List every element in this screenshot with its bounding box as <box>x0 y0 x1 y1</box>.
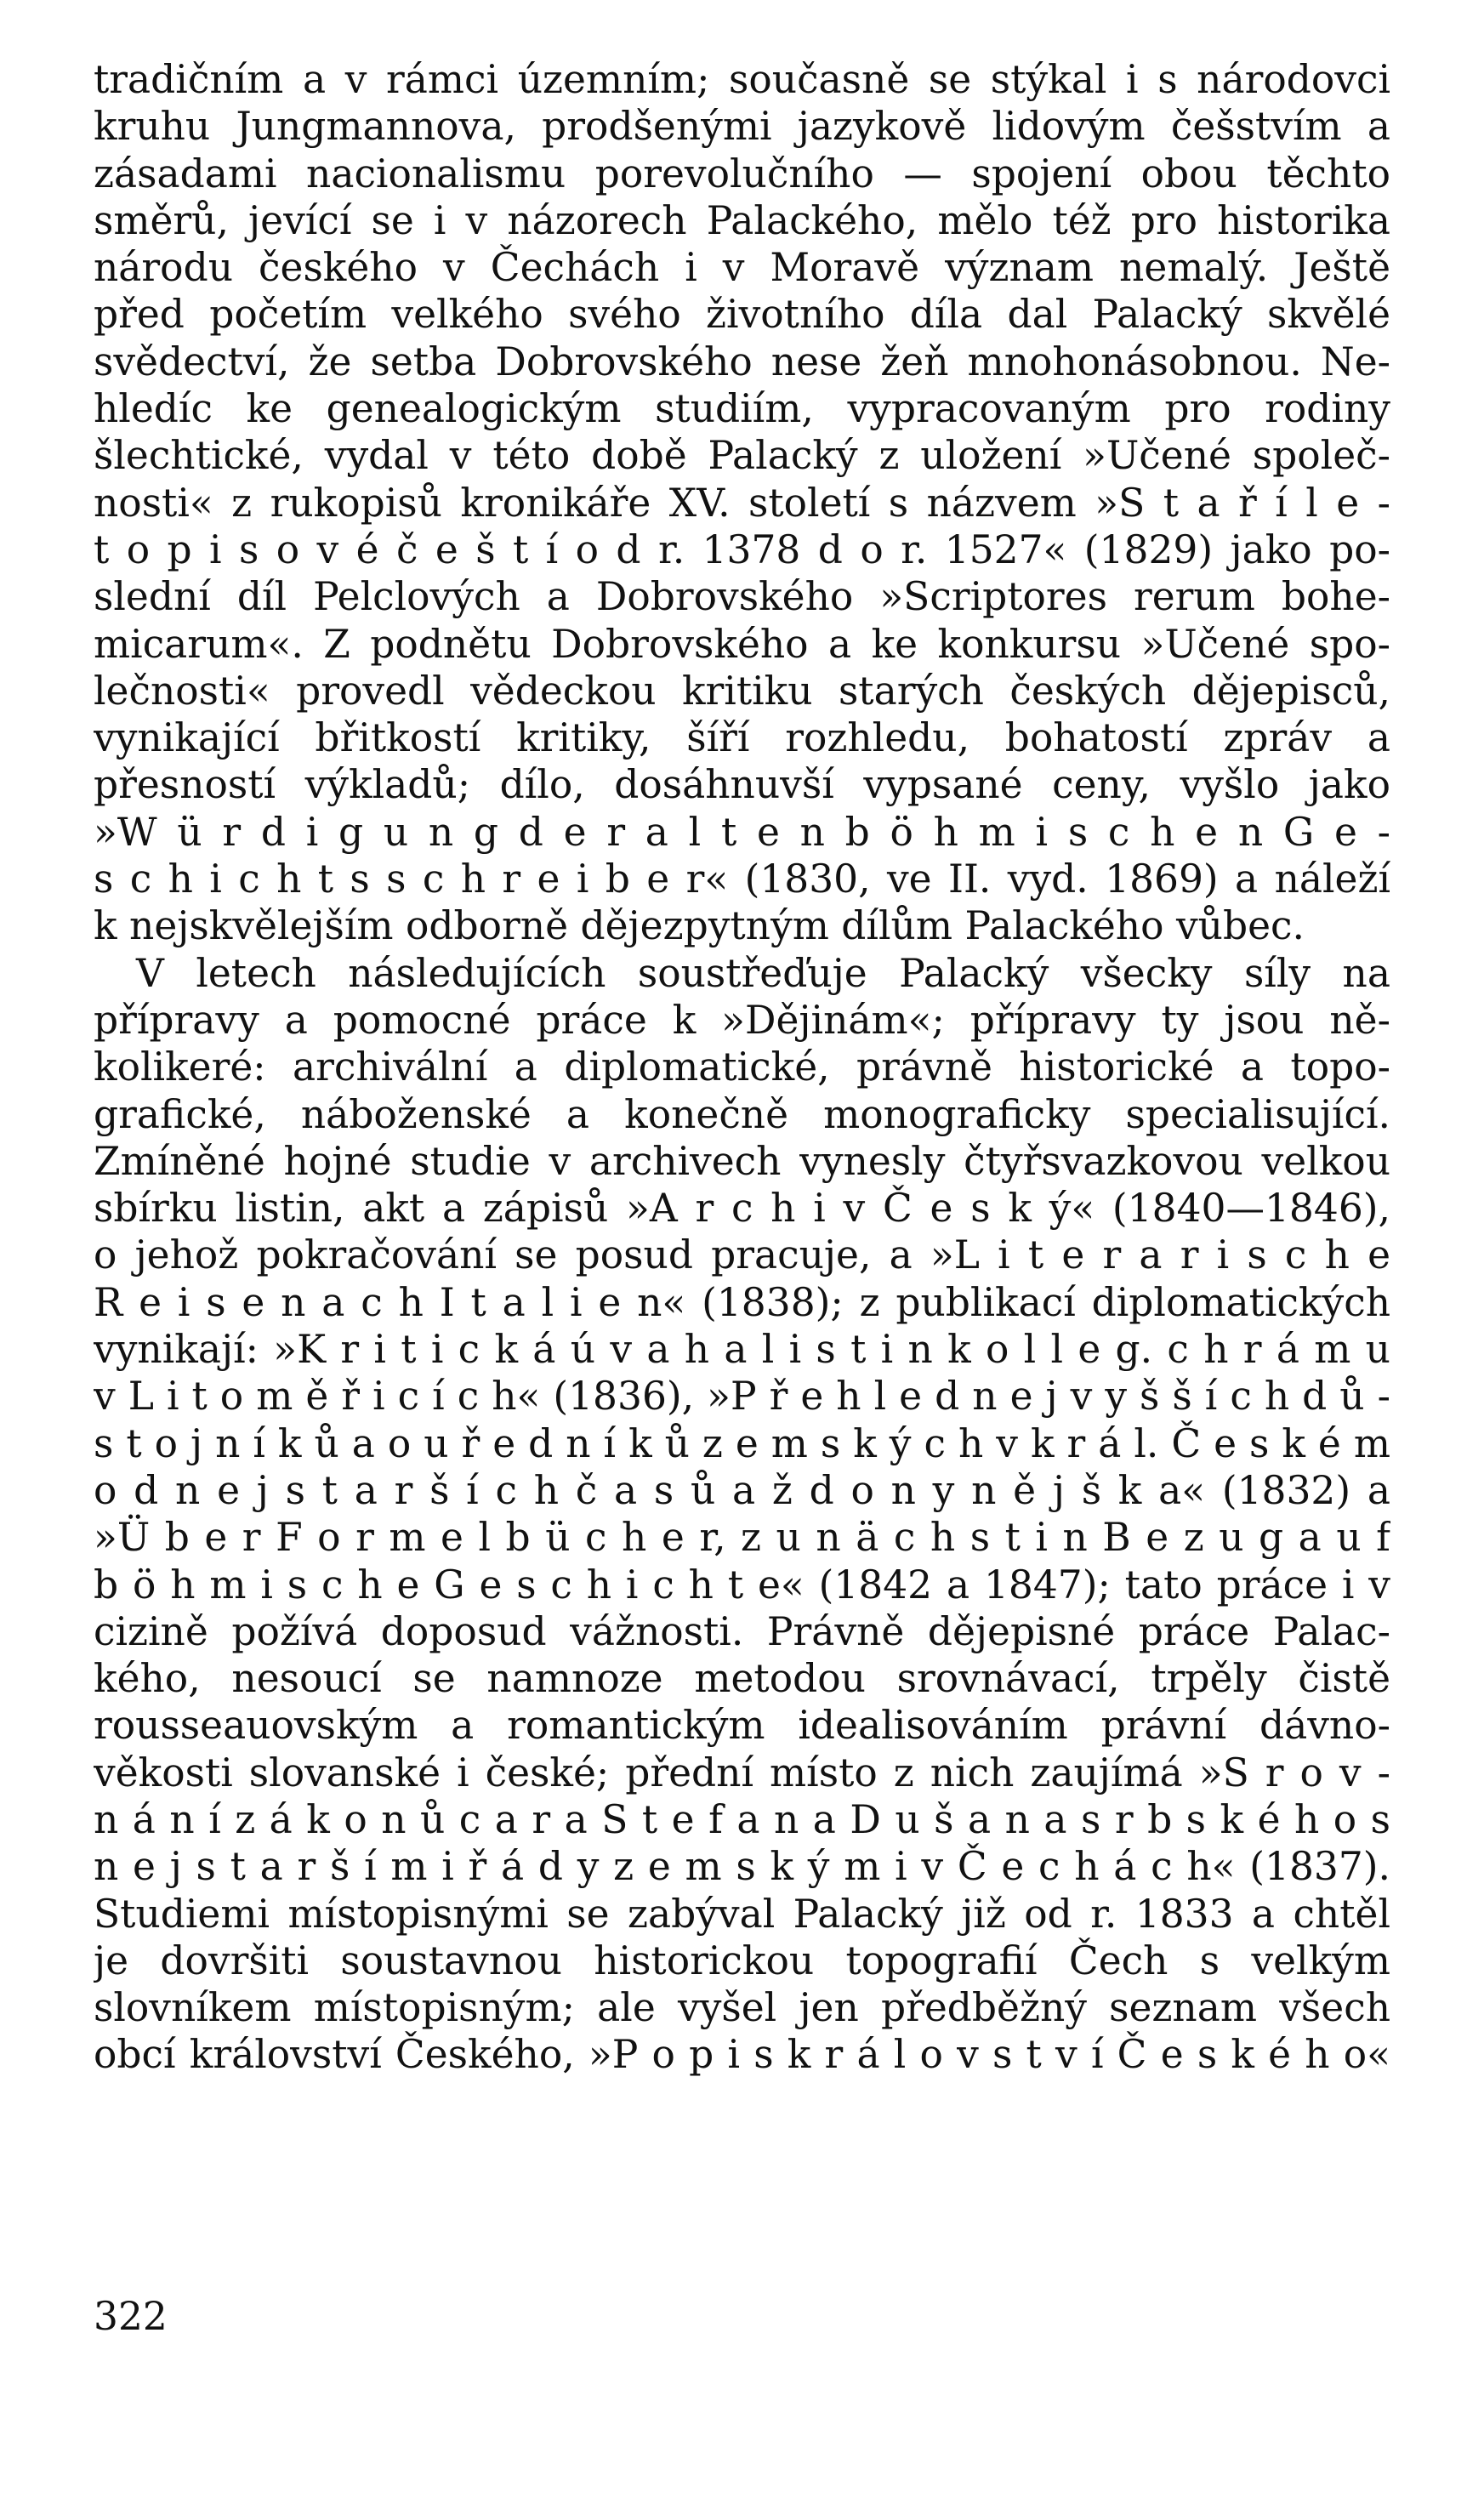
text-line: Studiemi místopisnými se zabýval Palacký již od r. 1833 a chtěl <box>94 1891 1390 1937</box>
text-line: k nejskvělejším odborně dějezpytným dílům Palackého vůbec. <box>94 903 1305 949</box>
text-line: V letech následujících soustřeďuje Palacký všecky síly na <box>136 950 1390 996</box>
text-line: R e i s e n a c h I t a l i e n« (1838); z publikací diplomatických <box>94 1279 1390 1325</box>
text-line: zásadami nacionalismu porevolučního — spojení obou těchto <box>94 151 1390 196</box>
body-text <box>94 56 1390 2079</box>
text-line: cizině požívá doposud vážnosti. Právně dějepisné práce Palac- <box>94 1608 1390 1654</box>
text-line: hledíc ke genealogickým studiím, vypracovaným pro rodiny <box>94 386 1390 432</box>
text-line: slovníkem místopisným; ale vyšel jen předběžný seznam všech <box>94 1985 1390 2031</box>
document-page <box>94 56 1390 2489</box>
text-line: svědectví, že setba Dobrovského nese žeň mnohonásobnou. Ne- <box>94 339 1390 384</box>
text-line: tradičním a v rámci územním; současně se stýkal i s národovci <box>94 57 1390 102</box>
text-line: slední díl Pelclových a Dobrovského »Scriptores rerum bohe- <box>94 574 1390 620</box>
text-line: »Ü b e r F o r m e l b ü c h e r, z u n ä c h s t i n B e z u g a u f <box>94 1515 1390 1561</box>
text-line: v L i t o m ě ř i c í c h« (1836), »P ř e h l e d n e j v y š š í c h d ů - <box>94 1374 1390 1420</box>
text-line: přesností výkladů; dílo, dosáhnuvší vypsané ceny, vyšlo jako <box>94 762 1390 808</box>
text-line: kruhu Jungmannova, prodšenými jazykově lidovým češstvím a <box>94 104 1390 150</box>
text-line: n e j s t a r š í m i ř á d y z e m s k ý m i v Č e c h á c h« (1837). <box>94 1844 1390 1890</box>
text-line: obcí království Českého, »P o p i s k r á l o v s t v í Č e s k é h o« <box>94 2032 1390 2078</box>
text-line: o d n e j s t a r š í c h č a s ů a ž d o n y n ě j š k a« (1832) a <box>94 1467 1390 1513</box>
text-line: b ö h m i s c h e G e s c h i c h t e« (1842 a 1847); tato práce i v <box>94 1562 1390 1607</box>
text-line: národu českého v Čechách i v Moravě význam nemalý. Ještě <box>94 245 1390 291</box>
text-line: nosti« z rukopisů kronikáře XV. století s názvem »S t a ř í l e - <box>94 480 1390 526</box>
text-line: šlechtické, vydal v této době Palacký z uložení »Učené společ- <box>94 433 1390 479</box>
text-line: sbírku listin, akt a zápisů »A r c h i v Č e s k ý« (1840—1846), <box>94 1186 1390 1232</box>
text-line: před početím velkého svého životního díla dal Palacký skvělé <box>94 292 1390 338</box>
text-line: vynikají: »K r i t i c k á ú v a h a l i s t i n k o l l e g. c h r á m u <box>94 1327 1390 1373</box>
text-line: vynikající břitkostí kritiky, šíří rozhledu, bohatostí zpráv a <box>94 715 1390 761</box>
text-line: »W ü r d i g u n g d e r a l t e n b ö h m i s c h e n G e - <box>94 809 1390 855</box>
text-line: t o p i s o v é č e š t í o d r. 1378 d o r. 1527« (1829) jako po- <box>94 526 1390 572</box>
text-line: směrů, jevící se i v názorech Palackého, mělo též pro historika <box>94 197 1390 243</box>
text-line: věkosti slovanské i české; přední místo z nich zaujímá »S r o v - <box>94 1750 1390 1795</box>
text-line: s c h i c h t s s c h r e i b e r« (1830, ve II. vyd. 1869) a náleží <box>94 856 1390 902</box>
text-line: s t o j n í k ů a o u ř e d n í k ů z e m s k ý c h v k r á l. Č e s k é m <box>94 1420 1390 1466</box>
text-line: přípravy a pomocné práce k »Dějinám«; přípravy ty jsou ně- <box>94 997 1390 1043</box>
text-line: grafické, náboženské a konečně monograficky specialisující. <box>94 1091 1390 1137</box>
text-line: o jehož pokračování se posud pracuje, a »L i t e r a r i s c h e <box>94 1232 1390 1278</box>
text-line: Zmíněné hojné studie v archivech vynesly čtyřsvazkovou velkou <box>94 1138 1390 1184</box>
text-line: kolikeré: archivální a diplomatické, právně historické a topo- <box>94 1044 1390 1090</box>
page-number: 322 <box>94 2294 168 2339</box>
text-line: rousseauovským a romantickým idealisováním právní dávno- <box>94 1703 1390 1749</box>
text-line: lečnosti« provedl vědeckou kritiku starých českých dějepisců, <box>94 668 1390 714</box>
text-line: n á n í z á k o n ů c a r a S t e f a n a D u š a n a s r b s k é h o s <box>94 1796 1390 1842</box>
text-line: kého, nesoucí se namnoze metodou srovnávací, trpěly čistě <box>94 1656 1390 1702</box>
text-line: je dovršiti soustavnou historickou topografií Čech s velkým <box>94 1937 1390 1983</box>
text-line: micarum«. Z podnětu Dobrovského a ke konkursu »Učené spo- <box>94 621 1390 667</box>
